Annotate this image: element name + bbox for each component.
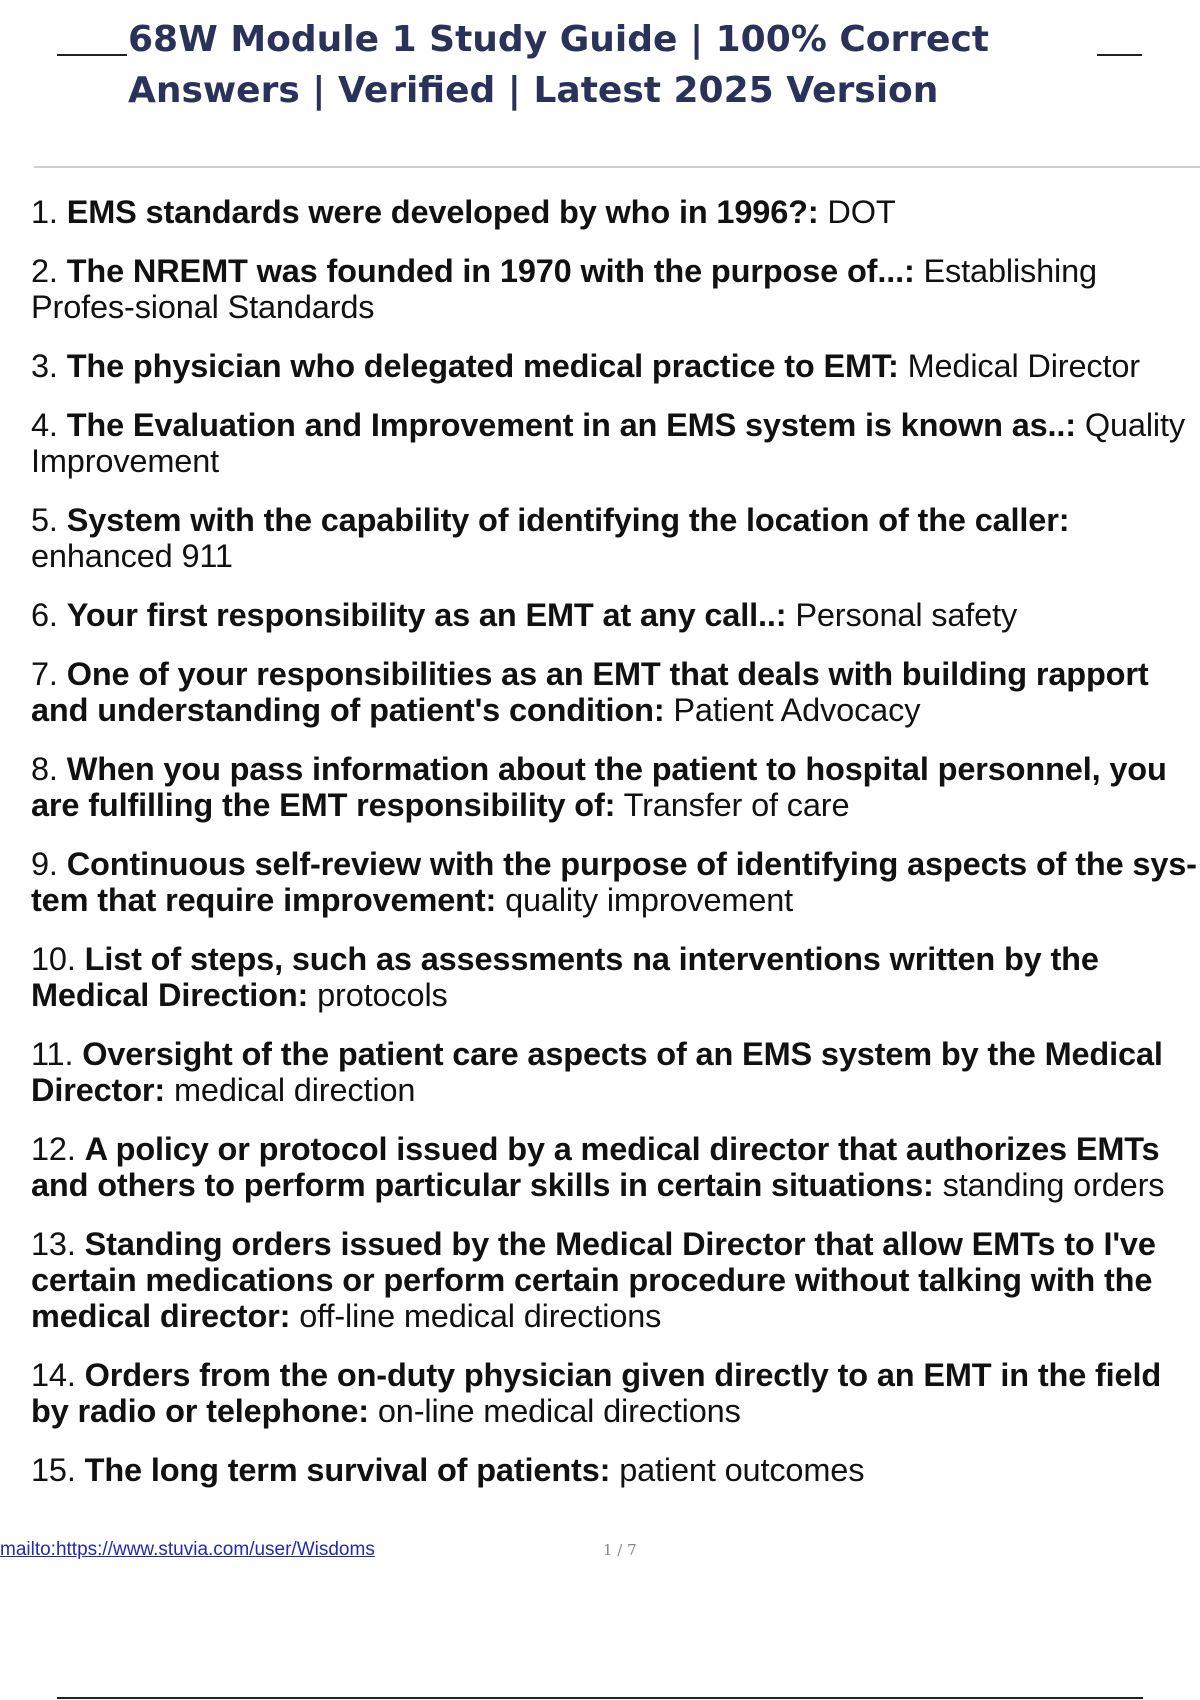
list-item: [31, 348, 1200, 384]
item-answer: Patient Advocacy: [673, 692, 921, 728]
list-item: [31, 1226, 1200, 1334]
item-answer: patient outcomes: [619, 1452, 865, 1488]
item-answer: Personal safety: [795, 597, 1018, 633]
item-number: 13.: [31, 1226, 76, 1262]
item-number: 4.: [31, 407, 58, 443]
list-item: [31, 941, 1200, 1013]
item-number: 7.: [31, 656, 58, 692]
list-item: [31, 597, 1200, 633]
header-divider: [34, 166, 1200, 168]
item-question: Your first responsibility as an EMT at any call..:: [66, 597, 787, 633]
list-item: [31, 656, 1200, 728]
page-number: 1 / 7: [603, 1541, 637, 1559]
item-answer: off-line medical directions: [299, 1298, 662, 1334]
bottom-rule: [57, 1697, 1143, 1699]
item-answer: Transfer of care: [623, 787, 850, 823]
list-item: [31, 253, 1200, 325]
list-item: [31, 194, 1200, 230]
item-question: System with the capability of identifying the location of the caller:: [66, 502, 1070, 538]
item-number: 6.: [31, 597, 58, 633]
list-item: [31, 1357, 1200, 1429]
list-item: [31, 846, 1200, 918]
item-question: The long term survival of patients:: [84, 1452, 611, 1488]
item-answer: Quality Improvement: [31, 407, 1185, 479]
list-item: [31, 502, 1200, 574]
item-question: The Evaluation and Improvement in an EMS system is known as..:: [66, 407, 1076, 443]
item-answer: protocols: [317, 977, 448, 1013]
question-answer-list: [31, 194, 1200, 1511]
list-item: [31, 1131, 1200, 1203]
item-question: The physician who delegated medical practice to EMT:: [66, 348, 899, 384]
title-rule-left: [57, 54, 127, 56]
item-number: 3.: [31, 348, 58, 384]
item-number: 15.: [31, 1452, 76, 1488]
title-rule-right: [1097, 54, 1142, 56]
item-answer: on-line medical directions: [377, 1393, 741, 1429]
item-question: A policy or protocol issued by a medical director that authorizes EMTs and others to perform particular skills in certain situations:: [31, 1131, 1160, 1203]
item-number: 10.: [31, 941, 76, 977]
list-item: [31, 1036, 1200, 1108]
item-question: List of steps, such as assessments na interventions written by the Medical Direction:: [31, 941, 1099, 1013]
item-answer: Medical Director: [907, 348, 1140, 384]
item-answer: DOT: [827, 194, 896, 230]
item-question: Oversight of the patient care aspects of an EMS system by the Medical Director:: [31, 1036, 1163, 1108]
item-number: 8.: [31, 751, 58, 787]
item-answer: enhanced 911: [31, 538, 233, 574]
item-number: 12.: [31, 1131, 76, 1167]
list-item: [31, 751, 1200, 823]
item-answer: medical direction: [173, 1072, 416, 1108]
item-number: 9.: [31, 846, 58, 882]
item-number: 14.: [31, 1357, 76, 1393]
item-question: Continuous self-review with the purpose of identifying aspects of the sys-tem that require improvement:: [31, 846, 1197, 918]
item-question: When you pass information about the patient to hospital personnel, you are fulfilling the EMT responsibility of:: [31, 751, 1167, 823]
item-answer: quality improvement: [505, 882, 794, 918]
item-question: Standing orders issued by the Medical Director that allow EMTs to I've certain medications or perform certain procedure without talking with the medical director:: [31, 1226, 1156, 1334]
item-number: 2.: [31, 253, 58, 289]
item-question: EMS standards were developed by who in 1996?:: [66, 194, 819, 230]
footer-profile-link[interactable]: mailto:https://www.stuvia.com/user/Wisdoms: [0, 1539, 375, 1560]
item-answer: Establishing Profes-sional Standards: [31, 253, 1097, 325]
list-item: [31, 1452, 1200, 1488]
item-question: The NREMT was founded in 1970 with the purpose of...:: [66, 253, 915, 289]
item-question: One of your responsibilities as an EMT that deals with building rapport and understanding of patient's condition:: [31, 656, 1149, 728]
item-question: Orders from the on-duty physician given directly to an EMT in the field by radio or telephone:: [31, 1357, 1162, 1429]
item-number: 5.: [31, 502, 58, 538]
list-item: [31, 407, 1200, 479]
document-title: 68W Module 1 Study Guide | 100% Correct Answers | Verified | Latest 2025 Version: [128, 19, 989, 111]
item-number: 11.: [31, 1036, 74, 1072]
item-number: 1.: [31, 194, 58, 230]
item-answer: standing orders: [942, 1167, 1165, 1203]
